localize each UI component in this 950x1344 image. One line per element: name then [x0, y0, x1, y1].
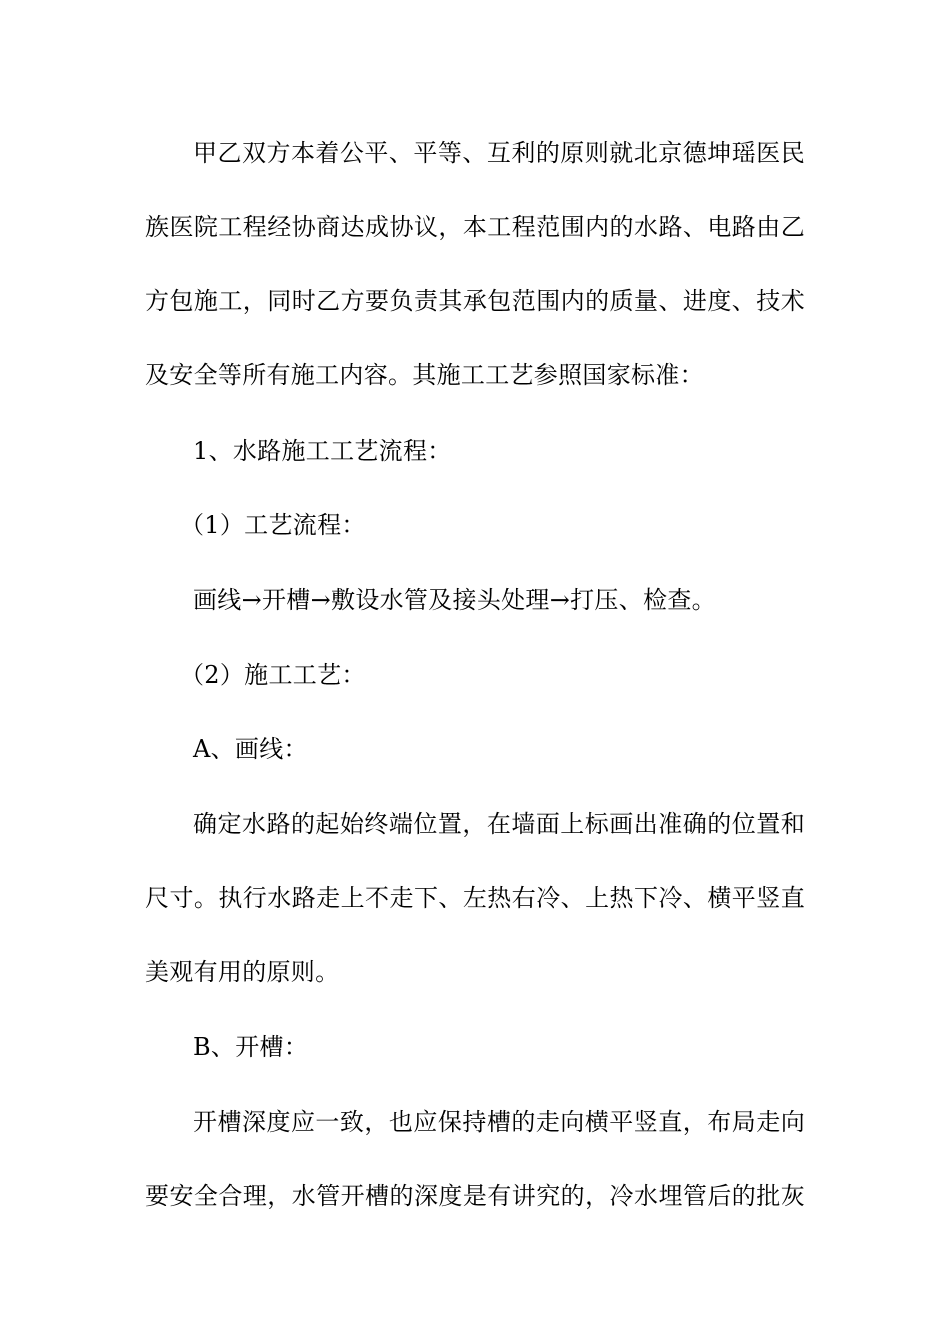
step-heading-a: A、画线：: [193, 735, 308, 763]
paragraph-a-line-2: 尺寸。执行水路走上不走下、左热右冷、上热下冷、横平竖直: [145, 884, 805, 912]
subsection-heading-1: （1）工艺流程：: [180, 511, 366, 539]
paragraph-1-line-4: 及安全等所有施工内容。其施工工艺参照国家标准：: [145, 361, 704, 389]
paragraph-1-line-2: 族医院工程经协商达成协议，本工程范围内的水路、电路由乙: [145, 213, 805, 241]
paragraph-1-line-1: 甲乙双方本着公平、平等、互利的原则就北京德坤瑶医民: [193, 139, 805, 167]
paragraph-a-line-3: 美观有用的原则。: [145, 958, 340, 986]
process-flow-text: 画线→开槽→敷设水管及接头处理→打压、检查。: [193, 586, 716, 614]
paragraph-b-line-1: 开槽深度应一致，也应保持槽的走向横平竖直，布局走向: [193, 1108, 805, 1136]
subsection-heading-2: （2）施工工艺：: [180, 661, 366, 689]
paragraph-a-line-1: 确定水路的起始终端位置，在墙面上标画出准确的位置和: [193, 810, 805, 838]
step-heading-b: B、开槽：: [193, 1033, 309, 1061]
section-heading-1: 1、水路施工工艺流程：: [193, 437, 452, 465]
paragraph-b-line-2: 要安全合理，水管开槽的深度是有讲究的，冷水埋管后的批灰: [145, 1182, 805, 1210]
paragraph-1-line-3: 方包施工，同时乙方要负责其承包范围内的质量、进度、技术: [145, 287, 805, 315]
